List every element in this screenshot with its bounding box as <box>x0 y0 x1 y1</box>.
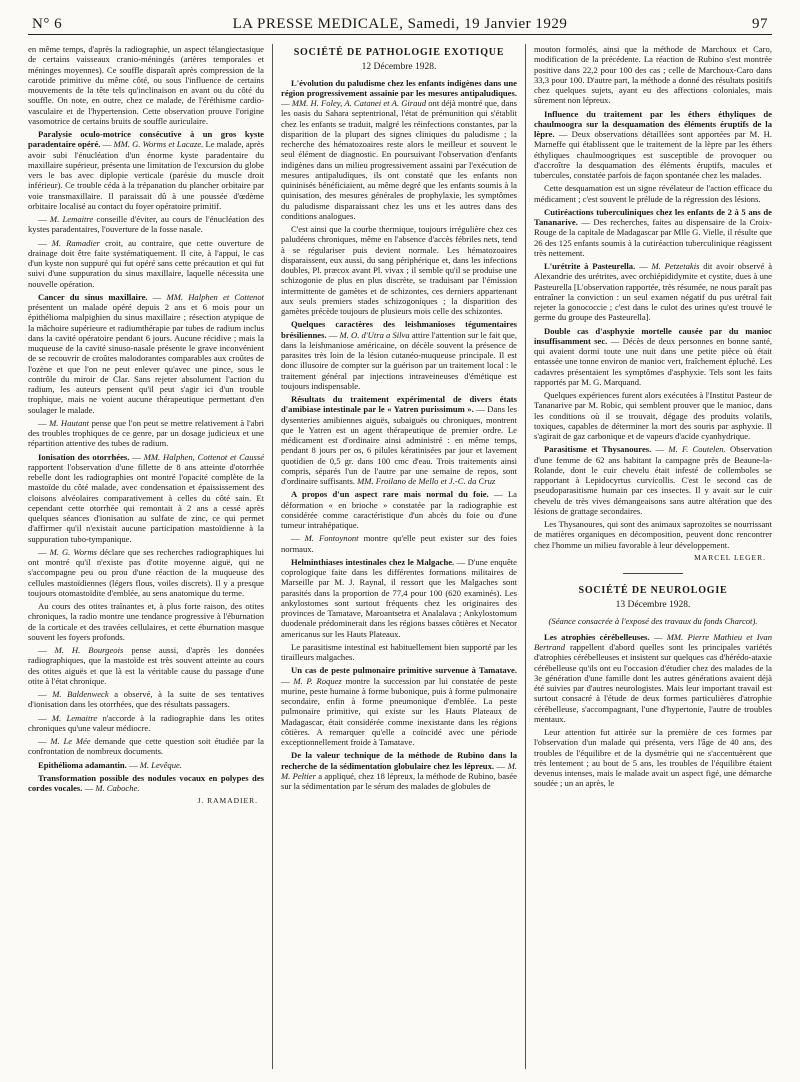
article-rubino: De la valeur technique de la méthode de Rubino dans la recherche de la sédimentation globulaire chez les lépreux. — M. M. Peltier a appliqué, chez 18 lépreux, la méthode de Rubino, basée sur la sédimentation par le sérum des malades de globules de <box>281 750 517 791</box>
paragraph: La déformation « en brioche » constatée par la radiographie est considérée comme caractéristique d'un abcès du foie ou d'une tumeur intrahépatique. <box>281 489 517 530</box>
article-authors: MM. Halphen, Cottenot et Caussé <box>143 451 264 462</box>
article-worms-lacaze: Paralysie oculo-motrice consécutive à un gros kyste paradentaire opéré. — MM. G. Worms et Lacaze. Le malade, après avoir subi l'énucléation d'un énorme kyste paradentaire du maxillaire supérieur, présenta une limitation de l'excursion du globe vers le bas avec diplopie verticale (parésie du muscle droit inférieur). Ce trouble céda à la trépanation du plancher orbitaire par voie transmaxillaire. Il paraissait dû à une poussée d'œdème orbitaire localisé au contact du foyer opératoire primitif. <box>28 129 264 211</box>
article-title: L'urétrite à Pasteurella. <box>544 261 636 271</box>
paragraph: croit, au contraire, que cette ouverture de drainage doit être faite systématiquement. Il cite, à l'appui, le cas d'un kyste non suppuré qui fut opéré sans cette précaution et qui fut suivi d'une suppuration du sinus maxillaire, laquelle nécessita une nouvelle opération. <box>28 237 264 289</box>
article-cutireactions: Cutiréactions tuberculiniques chez les enfants de 2 à 5 ans de Tananarive. — Des recherches, faites au dispensaire de la Croix-Rouge de la capitale de Madagascar par Mlle G. Vielle, il résulte que 26 des 125 enfants soumis à la cutiréaction tuberculinique réagissent très nettement. <box>534 206 772 258</box>
paragraph: Deux observations détaillées sont apportées par M. H. Marneffe qui établissent que le traitement de la lèpre par les éthers éthyliques chaulmoogriques est susceptible de provoquer ou d'accroître la desquamation des éléments éruptifs, macules et tubercules, constatée parfois de façon spontanée chez les malades. <box>534 129 772 180</box>
paragraph: Cette desquamation est un signe révélateur de l'action efficace du médicament ; c'est souvent le prélude de la régression des lésions. <box>534 183 772 204</box>
article-title: De la valeur technique de la méthode de Rubino dans la recherche de la sédimentation globulaire chez les lépreux. <box>281 750 517 771</box>
paragraph: Observation d'une femme de 62 ans habitant la campagne près de Beaune-la-Rolande, dont le cuir chevelu était infesté de collemboles se rapportant à Lepidocyrtus curvicollis. C'est le second cas de pseudoparasitisme humain par ces insectes. Il y avait sur le cuir chevelu de très vives démangeaisons sans autre altération que des lésions de grattage secondaires. <box>534 444 772 516</box>
article-title: L'évolution du paludisme chez les enfants indigènes dans une région progressivement assainie par les mesures antipaludiques. <box>281 77 517 98</box>
paragraph: Décès de deux personnes en bonne santé, qui avaient dormi toute une nuit dans une petite pièce où était entassée une tonne environ de manioc vert, fraîchement épluché. Les cadavres présentaient les symptômes d'asphyxie. Tels sont les faits rapportés par M. G. Marquand. <box>534 335 772 387</box>
discussion: — M. G. Worms déclare que ses recherches radiographiques lui ont montré qu'il n'existe pas d'otite moyenne aiguë, qui ne s'accompagne peu ou prou d'une réaction de la muqueuse des cellules mastoïdiennes (légers flous, voiles discrets). Il y a presque toujours otomastoïdite d'emblée, au sens anatomique du terme. <box>28 546 264 598</box>
column-right <box>534 44 772 1069</box>
article-title: Epithélioma adamantin. <box>38 759 127 770</box>
paragraph: montre qu'elle peut exister sur des foies normaux. <box>281 533 517 554</box>
discussion: — M. Baldenweck a observé, à la suite de ses tentatives d'ionisation dans les otorrhées, que des résultats passagers. <box>28 689 264 710</box>
issue-number: N° 6 <box>32 16 63 32</box>
article-ionisation: Ionisation des otorrhées. — MM. Halphen, Cottenot et Caussé rapportent l'observation d'une fillette de 8 ans atteinte d'otorrhée rebelle dont les radiographies ont montré l'opacité complète de la mastoïde du côté malade, avec condensation et épaississement des cloisons alvéolaires comparativement à celles du côté sain. Et cependant cette otorrhée qui remontait à 2 ans a cessé après quelques séances d'ionisation au sulfate de zinc, ce qui permet d'affirmer qu'il n'existait aucune participation mastoïdienne à la suppuration tubo-tympanique. <box>28 451 264 544</box>
article-title: Transformation possible des nodules vocaux en polypes des cordes vocales. <box>28 772 264 793</box>
discussion: — M. Lemaitre conseille d'éviter, au cours de l'énucléation des kystes paradentaires, l'ouverture de la fosse nasale. <box>28 214 264 235</box>
article-authors: MM. Pierre Mathieu et Ivan Bertrand <box>534 631 772 652</box>
section-heading: SOCIÉTÉ DE NEUROLOGIE <box>578 585 728 596</box>
article-leishmanioses: Quelques caractères des leishmanioses tégumentaires brésiliennes. — M. O. d'Utra a Silva attire l'attention sur le fait que, dans la leishmaniose américaine, on décèle souvent la présence de parasites très loin de la lésion cutanéo-muqueuse principale. Il est donc illusoire de compter sur la guérison par un traitement local : le traitement général par injections intraveineuses d'émétique est toujours indispensable. <box>281 319 517 391</box>
discussant: M. Le Mée <box>50 736 91 746</box>
discussion: — M. Le Mée demande que cette question soit étudiée par la confrontation de nombreux documents. <box>28 736 264 757</box>
article-authors: M. P. Roquez <box>293 675 342 686</box>
paragraph: en même temps, d'après la radiographie, un aspect télangiectasique de certains vaisseaux cranio-méningés (artères temporales et méninges moyennes). Ce souffle disparaît après compression de la carotide primitive du même côté, ou sous l'influence de certains mouvements de la tête tels qu'inclinaison en avant ou du côté du souffle. On note, en outre, chez ce malade, de l'éréthisme cardio-vasculaire et de l'hypertension. Cette observation prouve l'origine vasomotrice de certains bruits de souffle auriculaire. <box>28 44 264 126</box>
paragraph: D'une enquête coprologique faite dans les différentes formations militaires de Marseille par M. J. Raynal, il ressort que les Malgaches sont parasités dans la proportion de 77,4 pour 100 (620 examinés). Les ankylostomes sont surtout fréquents chez les originaires des provinces de Tamatave, Maroantsetra et Analalava ; Ankylostomum duodenale prédominerait dans les régions basses côtières et Necator americanus sur les Hauts Plateaux. <box>281 556 517 639</box>
discussant: M. Baldenweck <box>52 689 109 699</box>
paragraph: a appliqué, chez 18 lépreux, la méthode de Rubino, basée sur la sédimentation par le sérum des malades de globules de <box>281 770 517 791</box>
session-note: (Séance consacrée à l'exposé des travaux du fonds Charcot). <box>548 615 758 626</box>
discussion: — M. Hautant pense que l'on peut se mettre relativement à l'abri des troubles trophiques de ce genre, par un dosage judicieux et une répartition attentive des tubes de radium. <box>28 417 264 449</box>
page-body <box>28 44 772 1069</box>
paragraph: Le malade, après avoir subi l'énucléation d'un énorme kyste paradentaire du maxillaire supérieur, présenta une limitation de l'excursion du globe vers le bas avec diplopie verticale (parésie du muscle droit inférieur). Ce trouble céda à la trépanation du plancher orbitaire par voie transmaxillaire. Il paraissait dû à une poussée d'œdème orbitaire localisé au contact du foyer opératoire primitif. <box>28 139 264 211</box>
column-left <box>28 44 264 1069</box>
discussant: M. G. Worms <box>49 546 97 557</box>
page-number: 97 <box>752 16 768 32</box>
article-paludisme: L'évolution du paludisme chez les enfants indigènes dans une région progressivement assainie par les mesures antipaludiques. — MM. H. Foley, A. Catanei et A. Giraud ont déjà montré que, dans les oasis du Sahara septentrional, l'état de prémunition qui s'établit chez les enfants se traduit, malgré les réinfections constantes, par la disparition de la plupart des signes cliniques du paludisme ; la recherche des hématozoaires reste alors le meilleur et souvent le seul élément de diagnostic. En poursuivant l'observation d'enfants indigènes dans un milieu progressivement assaini par l'exécution de mesures antipaludiques, ils ont constaté que les enfants non quininisés bénéficiaient, au même degré que les enfants soumis à la quinisation, des mesures générales de prophylaxie, les symptômes du paludisme disparaissant chez les uns et les autres dans des conditions analogues. <box>281 77 517 221</box>
signature: MARCEL LEGER. <box>694 552 766 562</box>
article-authors: M. Levêque. <box>139 759 182 770</box>
paragraph: rappellent d'abord quelles sont les principales variétés d'atrophies cérébelleuses et insistent sur quelques cas d'hérédo-ataxie cérébelleuse qu'ils ont eu l'occasion d'étudier chez des malades de la 3e génération d'une famille dont les autres générations avaient déjà été suivies par d'autres neurologistes. Mais leur important travail est surtout consacré à l'étude de deux formes particulières d'atrophie cérébelleuse, s'accompagnant, l'une d'hypertonie, l'autre de troubles mentaux. <box>534 642 772 724</box>
article-title: A propos d'un aspect rare mais normal du foie. <box>291 489 489 500</box>
article-cancer-sinus: Cancer du sinus maxillaire. — MM. Halphen et Cottenot présentent un malade opéré depuis 2 ans et 6 mois pour un épithélioma malpighien du sinus maxillaire ; résection atypique de la mâchoire supérieure et radiumthérapie par tubes de radium inclus dans la cavité opératoire pendant 6 jours. Aucune récidive ; mais la muqueuse de la cavité sinuso-nasale présente le grave inconvénient de se recouvrir de croûtes malodorantes comparables aux croûtes de l'ozène et que l'on ne peut enlever qu'avec une pince, sous le contrôle du miroir de Clar. Sans rejeter absolument l'action du radium, les auteurs pensent qu'il peut s'agir ici d'un trouble trophique, mais ne voient aucune thérapeutique permettant d'en soulager le malade. <box>28 291 264 415</box>
article-authors: MM. Froilano de Mello et J.-C. da Cruz <box>357 476 496 486</box>
article-authors: M. F. Coutelen. <box>668 444 726 455</box>
article-title: Résultats du traitement expérimental de divers états d'amibiase intestinale par le « Yatren purissimum ». <box>281 394 517 415</box>
paragraph: conseille d'éviter, au cours de l'énucléation des kystes paradentaires, l'ouverture de la fosse nasale. <box>28 214 264 235</box>
article-nodules: Transformation possible des nodules vocaux en polypes des cordes vocales. — M. Caboche. <box>28 772 264 793</box>
article-authors: MM. Halphen et Cottenot <box>166 291 264 302</box>
article-title: Les atrophies cérébelleuses. <box>544 631 650 642</box>
paragraph: Leur attention fut attirée sur la première de ces formes par l'observation d'un malade qui présenta, vers l'âge de 40 ans, des troubles de l'équilibre et de la dysmétrie qui ne s'accentuèrent que très lentement ; au bout de 5 ans, les troubles de l'équilibre étaient devenus intenses, mais le malade avait un aspect figé, une démarche soudée ; un an après, le <box>534 727 772 789</box>
discussant: M. Lemaitre <box>49 214 94 224</box>
article-chaulmoogra: Influence du traitement par les éthers éthyliques de chaulmoogra sur la desquamation des éléments éruptifs de la lèpre. — Deux observations détaillées sont apportées par M. H. Marneffe qui établissent que le traitement de la lèpre par les éthers éthyliques chaulmoogriques est susceptible de provoquer ou d'accroître la desquamation des éléments éruptifs, macules et tubercules, constatée parfois de façon spontanée chez les malades. <box>534 108 772 180</box>
discussant: M. Ramadier <box>51 237 100 248</box>
article-title: Cancer du sinus maxillaire. <box>38 291 148 302</box>
article-authors: M. Caboche. <box>95 783 140 793</box>
paragraph: Dans les dysenteries amibiennes aiguës, subaiguës ou chroniques, montrent que le Yatren est un agent thérapeutique de premier ordre. Le médicament est d'ordinaire ainsi administré : en même temps, pendant 8 jours per os, 6 pilules kératinisées par jour et lavement quotidien de 0,5 gr. dans 100 cmc d'eau. Trois traitements ainsi compris, séparés l'un de l'autre par une semaine de repos, sont d'ordinaire suffisants. <box>281 404 517 486</box>
session-date: 13 Décembre 1928. <box>615 600 691 611</box>
article-title: Double cas d'asphyxie mortelle causée par du manioc insuffisamment sec. <box>534 325 772 346</box>
article-title: Un cas de peste pulmonaire primitive survenue à Tamatave. <box>291 665 517 676</box>
article-title: Parasitisme et Thysanoures. <box>544 444 652 455</box>
section-divider <box>623 573 683 574</box>
article-authors: M. M. Peltier <box>281 760 517 781</box>
discussion: — M. Fontoynont montre qu'elle peut exister sur des foies normaux. <box>281 533 517 554</box>
paragraph: Le parasitisme intestinal est habituellement bien supporté par les tirailleurs malgaches. <box>281 641 517 662</box>
paragraph: n'accorde à la radiographie dans les otites chroniques qu'une valeur médiocre. <box>28 712 264 733</box>
paragraph: montre la succession par lui constatée de peste murine, peste humaine à forme bubonique, puis à forme pulmonaire secondaire, enfin à forme pneumonique d'emblée. La peste pulmonaire primitive, qui existe sur les Hauts Plateaux de Madagascar, était considérée comme inexistante dans les régions côtières. A remarquer qu'elle a coïncidé avec une période exceptionnellement froide à Tamatave. <box>281 675 517 747</box>
session-date: 12 Décembre 1928. <box>361 62 437 73</box>
discussant: M. Lemaitre <box>51 712 98 723</box>
article-foie: A propos d'un aspect rare mais normal du foie. — La déformation « en brioche » constatée par la radiographie est considérée comme caractéristique d'un abcès du foie ou d'une tumeur intrahépatique. <box>281 489 517 530</box>
paragraph: Des recherches, faites au dispensaire de la Croix-Rouge de la capitale de Madagascar par Mlle G. Vielle, il résulte que 26 des 125 enfants soumis à la cutiréaction tuberculinique réagissent très nettement. <box>534 217 772 258</box>
journal-title: LA PRESSE MEDICALE, Samedi, 19 Janvier 1929 <box>232 16 568 32</box>
paragraph: C'est ainsi que la courbe thermique, toujours irrégulière chez ces paludéens chroniques, même en l'absence d'accès fébriles nets, tend à se régulariser puis devient normale. Les hématozoaires disparaissent, eux aussi, du sang périphérique et, dans les infections doubles, Pl. præcox avant Pl. vivax ; il semble qu'il se produise une schizogonie de plus en plus discrète, se traduisant par l'émission intermittente de gamètes et de schizontes, ces derniers appartenant aux seuls premiers stades schizogoniques ; la disparition des gamètes précède toujours de plusieurs mois celle des schizontes. <box>281 224 517 316</box>
paragraph: mouton formolés, ainsi que la méthode de Marchoux et Caro, modification de la précédente. La réaction de Rubino s'est montrée positive dans 22,2 pour 100 des cas ; celle de Marchoux-Caro dans 33,3 pour 100. D'autre part, la méthode a donné des résultats positifs chez quelques sujets, ayant eu des affections coloniales, mais sûrement non lépreux. <box>534 44 772 106</box>
paragraph: Les Thysanoures, qui sont des animaux saprozoïtes se nourrissant de matières organiques en décomposition, peuvent donc rencontrer chez l'homme un milieu favorable à leur développement. <box>534 519 772 550</box>
section-heading: SOCIÉTÉ DE PATHOLOGIE EXOTIQUE <box>293 47 505 58</box>
paragraph: Quelques expériences furent alors exécutées à l'Institut Pasteur de Tananarive par M. Robic, qui semblent prouver que le manioc, dans les conditions où il se trouvait, dégage des produits volatils, toxiques, capables de déterminer la mort des souris par asphyxie. Il s'agirait de gaz carbonique et de vapeurs d'acide cyanhydrique. <box>534 390 772 441</box>
article-authors: MM. G. Worms et Lacaze. <box>113 139 204 150</box>
paragraph: ont déjà montré que, dans les oasis du Sahara septentrional, l'état de prémunition qui s'établit chez les enfants se traduit, malgré les réinfections constantes, par la disparition de la plupart des signes cliniques du paludisme ; la recherche des hématozoaires reste alors le meilleur et souvent le seul élément de diagnostic. En poursuivant l'observation d'enfants indigènes dans un milieu progressivement assaini par l'exécution de mesures antipaludiques, ils ont constaté que les enfants non quininisés bénéficiaient, au même degré que les enfants soumis à la quinisation, des mesures générales de prophylaxie, les symptômes du paludisme disparaissant chez les uns et les autres dans des conditions analogues. <box>281 98 517 221</box>
paragraph: pense que l'on peut se mettre relativement à l'abri des troubles trophiques de ce genre, par un dosage judicieux et une répartition attentive des tubes de radium. <box>28 417 264 449</box>
paragraph: présentent un malade opéré depuis 2 ans et 6 mois pour un épithélioma malpighien du sinus maxillaire ; résection atypique de la mâchoire supérieure et radiumthérapie par tubes de radium inclus dans la cavité opératoire pendant 6 jours. Aucune récidive ; mais la muqueuse de la cavité sinuso-nasale présente le grave inconvénient de se recouvrir de croûtes malodorantes comparables aux croûtes de l'ozène et que l'on ne peut enlever qu'avec une pince, sous le contrôle du miroir de Clar. Sans rejeter absolument l'action du radium, les auteurs pensent qu'il peut s'agir ici d'un trouble trophique, mais ne voient aucune thérapeutique permettant d'en soulager le malade. <box>28 302 264 415</box>
article-uretrite: L'urétrite à Pasteurella. — M. Petzetakis dit avoir observé à Alexandrie des urétrites, avec orchiépididymite et cystite, dues à une Pasteurella [L'observation rapportée, très résumée, ne nous paraît pas entraîner la conviction : un seul examen négatif du pus urétral fait rejeter la gonococcie ; c'est dans le culot des urines qu'est trouvé le germe du groupe des Pasteurella]. <box>534 261 772 323</box>
discussant: M. Hautant <box>49 417 90 428</box>
article-title: Influence du traitement par les éthers éthyliques de chaulmoogra sur la desquamation des éléments éruptifs de la lèpre. <box>534 108 772 139</box>
article-helminthiases: Helminthiases intestinales chez le Malgache. — D'une enquête coprologique faite dans les différentes formations militaires de Marseille par M. J. Raynal, il ressort que les Malgaches sont parasités dans la proportion de 77,4 pour 100 (620 examinés). Les ankylostomes sont surtout fréquents chez les originaires des provinces de Tamatave, Maroantsetra et Analalava ; Ankylostomum duodenale prédominerait dans les régions basses côtières et Necator americanus sur les Hauts Plateaux. <box>281 556 517 639</box>
article-title: Cutiréactions tuberculiniques chez les enfants de 2 à 5 ans de Tananarive. <box>534 206 772 227</box>
running-header <box>28 14 772 35</box>
article-authors: M. Petzetakis <box>651 261 700 271</box>
article-authors: M. O. d'Utra a Silva <box>339 329 410 340</box>
article-yatren: Résultats du traitement expérimental de divers états d'amibiase intestinale par le « Yatren purissimum ». — Dans les dysenteries amibiennes aiguës, subaiguës ou chroniques, montrent que le Yatren est un agent thérapeutique de premier ordre. Le médicament est d'ordinaire ainsi administré : en même temps, pendant 8 jours per os, 6 pilules kératinisées par jour et lavement quotidien de 0,5 gr. dans 100 cmc d'eau. Trois traitements ainsi compris, séparés l'un de l'autre par une semaine de repos, sont d'ordinaire suffisants. MM. Froilano de Mello et J.-C. da Cruz <box>281 394 517 486</box>
paragraph: a observé, à la suite de ses tentatives d'ionisation dans les otorrhées, que des résultats passagers. <box>28 689 264 710</box>
paragraph: Au cours des otites traînantes et, à plus forte raison, des otites chroniques, la radio montre une tendance progressive à l'éburnation de la corticale et des travées cellulaires, et cette éburnation masque souvent les foyers profonds. <box>28 601 264 642</box>
paragraph: déclare que ses recherches radiographiques lui ont montré qu'il n'existe pas d'otite moyenne aiguë, qui ne s'accompagne peu ou prou d'une réaction de la muqueuse des cellules mastoïdiennes (légers flous, voiles discrets). Il y a presque toujours otomastoïdite d'emblée, au sens anatomique du terme. <box>28 546 264 598</box>
article-thysanoures: Parasitisme et Thysanoures. — M. F. Coutelen. Observation d'une femme de 62 ans habitant la campagne près de Beaune-la-Rolande, dont le cuir chevelu était infesté de collemboles se rapportant à Lepidocyrtus curvicollis. C'est le second cas de pseudoparasitisme humain par ces insectes. Il y avait sur le cuir chevelu de très vives démangeaisons sans autre altération que des lésions de grattage secondaires. <box>534 444 772 516</box>
paragraph: pense aussi, d'après les données radiographiques, que la mastoïde est très souvent atteinte au cours des otites aiguës et que là est la véritable cause du passage d'une otite à l'état chronique. <box>28 645 264 686</box>
article-title: Quelques caractères des leishmanioses tégumentaires brésiliennes. <box>281 319 517 340</box>
article-manioc: Double cas d'asphyxie mortelle causée par du manioc insuffisamment sec. — Décès de deux personnes en bonne santé, qui avaient dormi toute une nuit dans une petite pièce où était entassée une tonne environ de manioc vert, fraîchement épluché. Les cadavres présentaient les symptômes d'asphyxie. Tels sont les faits rapportés par M. G. Marquand. <box>534 325 772 387</box>
column-middle <box>281 44 517 1069</box>
article-title: Helminthiases intestinales chez le Malgache. <box>291 556 455 567</box>
paragraph: rapportent l'observation d'une fillette de 8 ans atteinte d'otorrhée rebelle dont les radiographies ont montré l'opacité complète de la mastoïde du côté malade, avec condensation et épaississement des cloisons alvéolaires comparativement à celles du côté sain. Et cependant cette otorrhée qui remontait à 2 ans a cessé après quelques séances d'ionisation au sulfate de zinc, ce qui permet d'affirmer qu'il n'existait aucune participation mastoïdienne à la suppuration tubo-tympanique. <box>28 461 264 544</box>
discussion: — M. Ramadier croit, au contraire, que cette ouverture de drainage doit être faite systématiquement. Il cite, à l'appui, le cas d'un kyste non suppuré qui fut opéré sans cette précaution et qui fut suivi d'une suppuration du sinus maxillaire, laquelle nécessita une nouvelle opération. <box>28 237 264 289</box>
paragraph: dit avoir observé à Alexandrie des urétrites, avec orchiépididymite et cystite, dues à une Pasteurella [L'observation rapportée, très résumée, ne nous paraît pas entraîner la conviction : un seul examen négatif du pus urétral fait rejeter la gonococcie ; c'est dans le culot des urines qu'est trouvé le germe du groupe des Pasteurella]. <box>534 261 772 323</box>
paragraph: demande que cette question soit étudiée par la confrontation de nombreux documents. <box>28 736 264 757</box>
discussion: — M. H. Bourgeois pense aussi, d'après les données radiographiques, que la mastoïde est très souvent atteinte au cours des otites aiguës et que là est la véritable cause du passage d'une otite à l'état chronique. <box>28 645 264 686</box>
discussant: M. H. Bourgeois <box>54 645 124 655</box>
article-peste: Un cas de peste pulmonaire primitive survenue à Tamatave. — M. P. Roquez montre la succession par lui constatée de peste murine, peste humaine à forme bubonique, puis à forme pulmonaire secondaire, enfin à forme pneumonique d'emblée. La peste pulmonaire primitive, qui existe sur les Hauts Plateaux de Madagascar, était considérée comme inexistante dans les régions côtières. A remarquer qu'elle a coïncidé avec une période exceptionnellement froide à Tamatave. <box>281 665 517 747</box>
signature: J. RAMADIER. <box>197 796 258 806</box>
article-authors: MM. H. Foley, A. Catanei et A. Giraud <box>291 98 427 108</box>
paragraph: attire l'attention sur le fait que, dans la leishmaniose américaine, on décèle souvent la présence de parasites très loin de la lésion cutanéo-muqueuse principale. Il est donc illusoire de compter sur la guérison par un traitement local : le traitement général par injections intraveineuses d'émétique est toujours indispensable. <box>281 329 517 391</box>
article-title: Ionisation des otorrhées. <box>38 451 130 462</box>
article-atrophies: Les atrophies cérébelleuses. — MM. Pierre Mathieu et Ivan Bertrand rappellent d'abord quelles sont les principales variétés d'atrophies cérébelleuses et insistent sur quelques cas d'hérédo-ataxie cérébelleuse qu'ils ont eu l'occasion d'étudier chez des malades de la 3e génération d'une famille dont les autres générations avaient déjà été suivies par d'autres neurologistes. Mais leur important travail est surtout consacré à l'étude de deux formes particulières d'atrophie cérébelleuse, s'accompagnant, l'une d'hypertonie, l'autre de troubles mentaux. <box>534 631 772 724</box>
article-title: Paralysie oculo-motrice consécutive à un gros kyste paradentaire opéré. <box>28 129 264 150</box>
discussant: M. Fontoynont <box>304 533 359 544</box>
article-epithelioma: Epithélioma adamantin. — M. Levêque. <box>38 759 182 770</box>
discussion: — M. Lemaitre n'accorde à la radiographie dans les otites chroniques qu'une valeur médiocre. <box>28 712 264 733</box>
